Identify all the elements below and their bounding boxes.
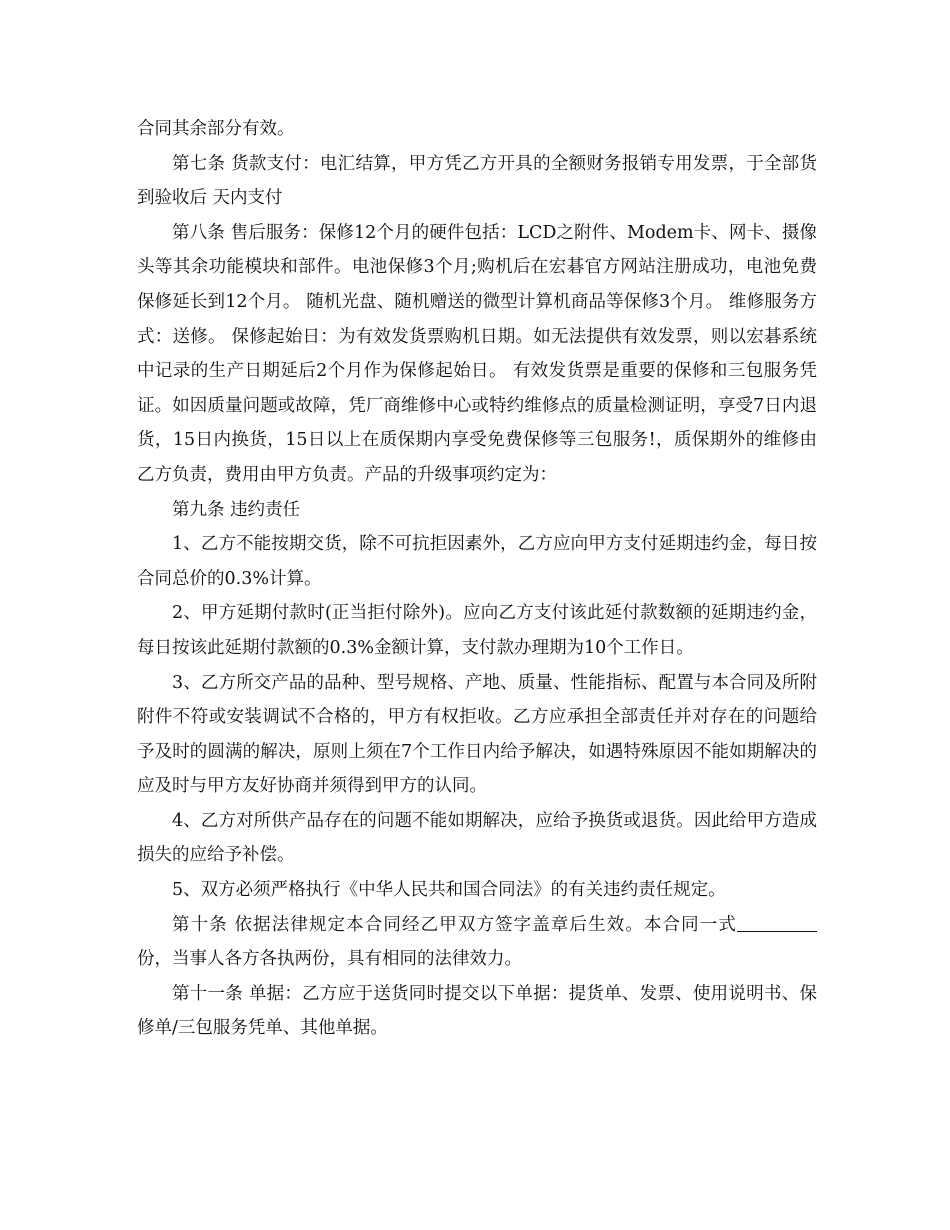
clause-10-text-before: 第十条 依据法律规定本合同经乙甲双方签字盖章后生效。本合同一式 [172, 914, 737, 935]
clause-9-item-4: 4、乙方对所供产品存在的问题不能如期解决，应给予换货或退货。因此给甲方造成损失的应给予补偿。 [137, 810, 817, 866]
clause-9-heading: 第九条 违约责任 [172, 499, 301, 520]
clause-10-text-after: 份，当事人各方各执两份，具有相同的法律效力。 [137, 949, 522, 970]
paragraph-continuation: 合同其余部分有效。 [137, 119, 295, 139]
clause-9-item-3: 3、乙方所交产品的品种、型号规格、产地、质量、性能指标、配置与本合同及所附附件不符或安装调试不合格的，甲方有权拒收。乙方应承担全部责任并对存在的问题给予及时的圆满的解决，原则上须在7个工作日内给予解决，如遇特殊原因不能如期解决的应及时与甲方友好协商并须得到甲方的认同。 [137, 672, 817, 797]
copies-blank-line-continued [799, 913, 817, 932]
clause-9-item-5: 5、双方必须严格执行《中华人民共和国合同法》的有关违约责任规定。 [172, 880, 726, 901]
clause-7-payment: 第七条 货款支付：电汇结算，甲方凭乙方开具的全额财务报销专用发票，于全部货到验收后 天内支付 [137, 153, 817, 209]
clause-9-item-2: 2、甲方延期付款时(正当拒付除外)。应向乙方支付该此延付款数额的延期违约金，每日按该此延期付款额的0.3%金额计算，支付款办理期为10个工作日。 [137, 603, 817, 658]
clause-9-item-1: 1、乙方不能按期交货，除不可抗拒因素外，乙方应向甲方支付延期违约金，每日按合同总价的0.3%计算。 [137, 534, 817, 589]
clause-8-after-sales: 第八条 售后服务：保修12个月的硬件包括：LCD之附件、Modem卡、网卡、摄像头等其余功能模块和部件。电池保修3个月;购机后在宏碁官方网站注册成功，电池免费保修延长到12个月。 随机光盘、随机赠送的微型计算机商品等保修3个月。 维修服务方式：送修。 保修起始日：为有效发货票购机日期。如无法提供有效发票，则以宏碁系统中记录的生产日期延后2个月作为保修起始日。 有效发货票是重要的保修和三包服务凭证。如因质量问题或故障，凭厂商维修中心或特约维修点的质量检测证明，享受7日内退货，15日内换货，15日以上在质保期内享受免费保修等三包服务!，质保期外的维修由乙方负责，费用由甲方负责。产品的升级事项约定为： [137, 222, 817, 485]
clause-11-documents: 第十一条 单据：乙方应于送货同时提交以下单据：提货单、发票、使用说明书、保修单/三包服务凭单、其他单据。 [137, 983, 817, 1039]
document-page [137, 112, 817, 1046]
clause-10-effect [137, 908, 817, 977]
copies-blank-line [737, 913, 799, 932]
